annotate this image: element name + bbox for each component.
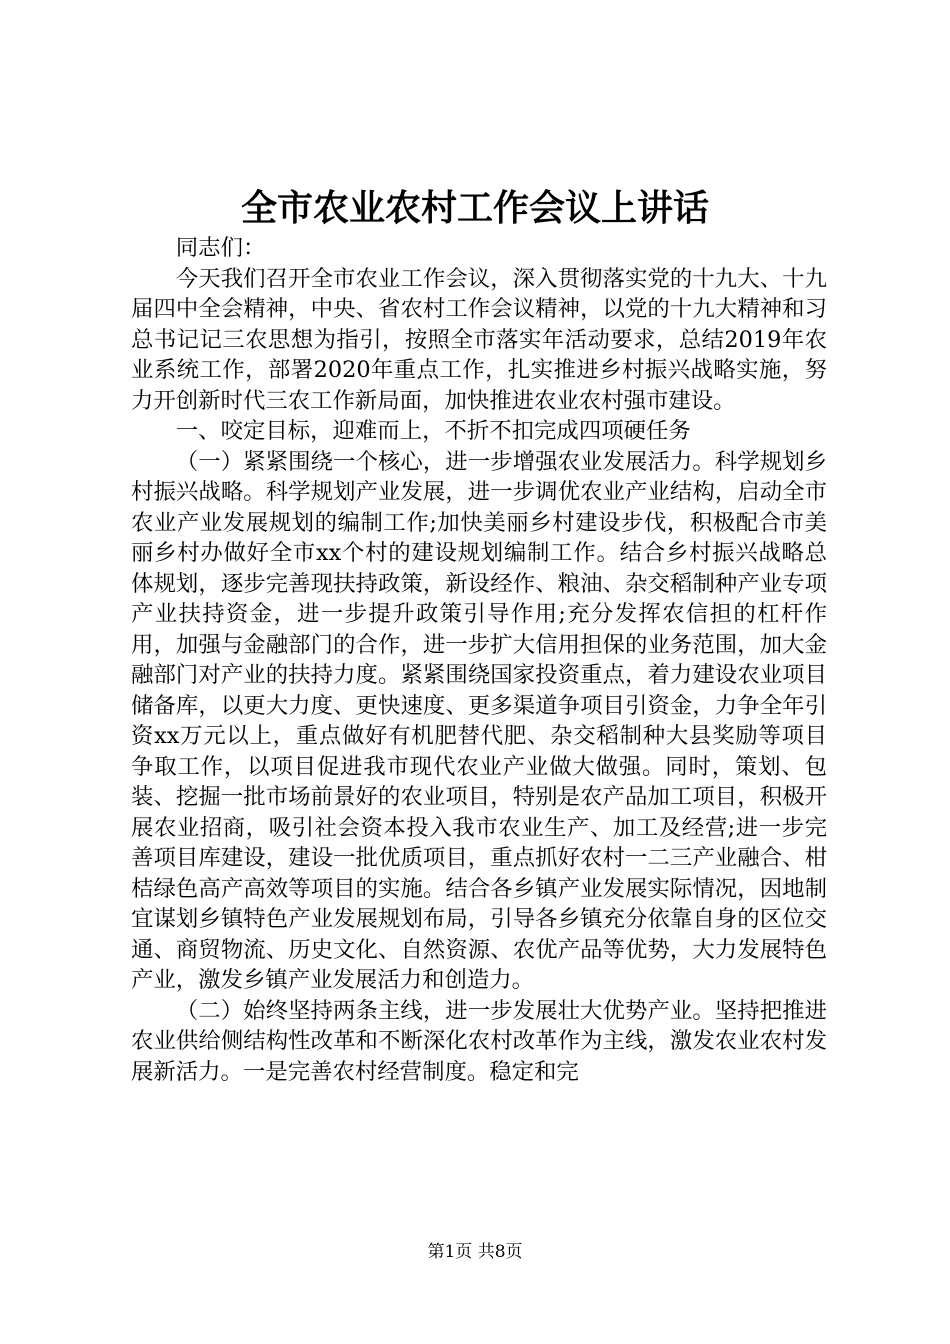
document-title: 全市农业农村工作会议上讲话	[240, 187, 709, 229]
page-footer: 第1页 共8页	[427, 1242, 523, 1262]
section-heading: 一、咬定目标，迎难而上，不折不扣完成四项硬任务	[175, 418, 691, 444]
paragraph-section-1: （一）紧紧围绕一个核心，进一步增强农业发展活力。科学规划乡村振兴战略。科学规划产业发展，进一步调优农业产业结构，启动全市农业产业发展规划的编制工作;加快美丽乡村建设步伐，积极配合市美丽乡村办做好全市xx个村的建设规划编制工作。结合乡村振兴战略总体规划，逐步完善现扶持政策，新设经作、粮油、杂交稻制种产业专项产业扶持资金，进一步提升政策引导作用;充分发挥农信担的杠杆作用，加强与金融部门的合作，进一步扩大信用担保的业务范围，加大金融部门对产业的扶持力度。紧紧围绕国家投资重点，着力建设农业项目储备库，以更大力度、更快速度、更多渠道争项目引资金，力争全年引资xx万元以上，重点做好有机肥替代肥、杂交稻制种大县奖励等项目争取工作，以项目促进我市现代农业产业做大做强。同时，策划、包装、挖掘一批市场前景好的农业项目，特别是农产品加工项目，积极开展农业招商，吸引社会资本投入我市农业生产、加工及经营;进一步完善项目库建设，建设一批优质项目，重点抓好农村一二三产业融合、柑桔绿色高产高效等项目的实施。结合各乡镇产业发展实际情况，因地制宜谋划乡镇特色产业发展规划布局，引导各乡镇充分依靠自身的区位交通、商贸物流、历史文化、自然资源、农优产品等优势，大力发展特色产业，激发乡镇产业发展活力和创造力。	[131, 448, 827, 993]
paragraph-section-2: （二）始终坚持两条主线，进一步发展壮大优势产业。坚持把推进农业供给侧结构性改革和不断深化农村改革作为主线，激发农业农村发展新活力。一是完善农村经营制度。稳定和完	[131, 997, 827, 1085]
paragraph-intro: 今天我们召开全市农业工作会议，深入贯彻落实党的十九大、十九届四中全会精神，中央、省农村工作会议精神，以党的十九大精神和习总书记记三农思想为指引，按照全市落实年活动要求，总结2019年农业系统工作，部署2020年重点工作，扎实推进乡村振兴战略实施，努力开创新时代三农工作新局面，加快推进农业农村强市建设。	[131, 265, 827, 414]
document-body	[131, 233, 827, 1087]
salutation: 同志们：	[175, 235, 266, 261]
